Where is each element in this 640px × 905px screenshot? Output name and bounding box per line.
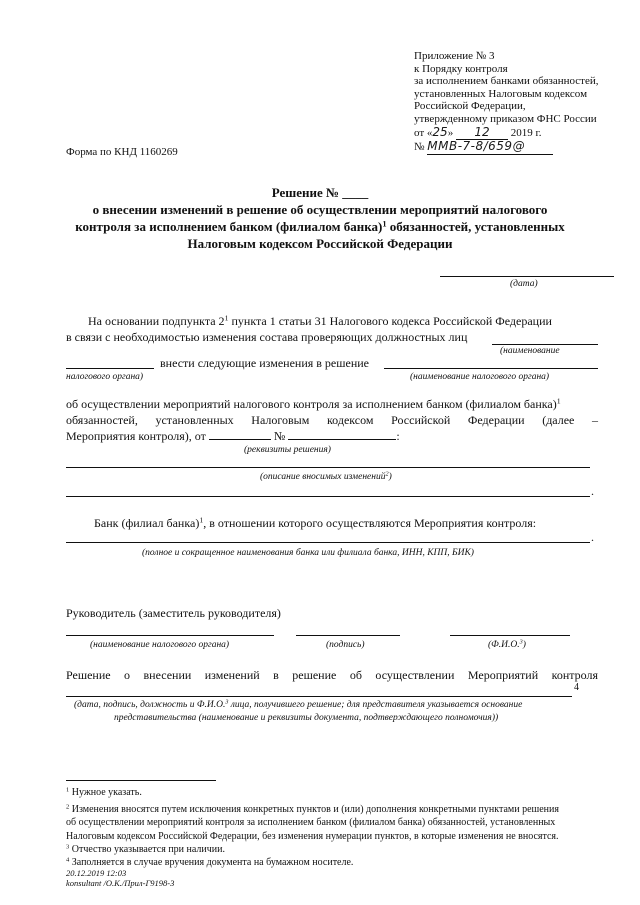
- footnote-continuation: об осуществлении мероприятий контроля за исполнением банком (филиалом банка) обязанностей, установленных: [66, 817, 556, 829]
- signature-line-name: [450, 635, 570, 636]
- title-line: о внесении изменений в решение об осуществлении мероприятий налогового: [92, 202, 548, 217]
- blank-line: [384, 368, 598, 369]
- para1-line2: в связи с необходимостью изменения состава проверяющих должностных лиц: [66, 330, 468, 344]
- bank-line: Банк (филиал банка)$^1$, в отношении которого осуществляются Мероприятия контроля:: [94, 515, 537, 530]
- changes-caption: (описание вносимых изменений$^2$): [260, 471, 392, 482]
- date-line: [440, 276, 614, 277]
- para1-line3: внести следующие изменения в решение: [160, 356, 369, 370]
- handwritten-month: 12: [474, 124, 490, 139]
- footnote: $^3$ Отчество указывается при наличии.: [66, 843, 225, 855]
- received-caption-2: представительства (наименование и реквизиты документа, подтверждающего полномочия)): [114, 713, 499, 723]
- footnote: $^1$ Нужное указать.: [66, 786, 142, 798]
- appendix-line: установленных Налоговым кодексом: [414, 87, 588, 100]
- date-caption: (дата): [510, 279, 538, 289]
- received-sup: 4: [574, 682, 579, 693]
- title-line: Налоговым кодексом Российской Федерации: [187, 236, 453, 251]
- para1-line1: На основании подпункта $2^1$ пункта 1 статьи 31 Налогового кодекса Российской Федерации: [88, 313, 552, 328]
- appendix-line: утвержденному приказом ФНС России: [414, 112, 597, 125]
- para2-line2: обязанностей, установленных Налоговым кодексом Российской Федерации (далее –: [66, 413, 598, 427]
- footnotes: [66, 786, 559, 869]
- appendix-line: Российской Федерации,: [414, 100, 526, 113]
- appendix-line: к Порядку контроля: [414, 62, 508, 75]
- handwritten-day: 25: [432, 124, 448, 139]
- para2-line1: об осуществлении мероприятий налогового контроля за исполнением банком (филиалом банка)$^1$: [66, 396, 561, 411]
- signature-head: Руководитель (заместитель руководителя): [66, 606, 281, 620]
- footnote-continuation: Налоговым кодексом Российской Федерации, без изменения нумерации пунктов, в которые изменения не вносятся.: [66, 830, 559, 842]
- bank-line-blank: [66, 542, 590, 543]
- signature-line-organ: [66, 635, 274, 636]
- period: .: [591, 484, 594, 498]
- blank-line: [66, 368, 154, 369]
- caption-naim: (наименование: [500, 346, 560, 356]
- caption-organ: (наименование налогового органа): [90, 640, 230, 650]
- appendix-line: Приложение № 3: [414, 50, 495, 62]
- title-line: Решение № ____: [271, 185, 369, 200]
- appendix-date: от «25» 12 2019 г.: [414, 124, 542, 139]
- caption-requisites: (реквизиты решения): [244, 445, 331, 455]
- bank-caption: (полное и сокращенное наименования банка или филиала банка, ИНН, КПП, БИК): [142, 548, 474, 558]
- footnote: $^4$ Заполняется в случае вручения документа на бумажном носителе.: [66, 856, 354, 869]
- changes-line: [66, 467, 590, 468]
- document-title: [60, 184, 580, 252]
- caption-sign: (подпись): [326, 640, 365, 650]
- period: .: [591, 530, 594, 544]
- handwritten-number: ММВ-7-8/659@: [427, 139, 526, 154]
- appendix-line: за исполнением банками обязанностей,: [414, 75, 599, 88]
- blank-line: [492, 344, 598, 345]
- appendix-block: [414, 50, 599, 155]
- footnote: $^2$ Изменения вносятся путем исключения конкретных пунктов и (или) дополнения конкретными пунктами решения: [66, 803, 559, 816]
- form-code: Форма по КНД 1160269: [66, 146, 178, 158]
- signature-line-sign: [296, 635, 400, 636]
- received-blank: [66, 696, 572, 697]
- caption-organ-right: (наименование налогового органа): [410, 372, 550, 382]
- appendix-number: № ММВ-7-8/659@: [414, 140, 599, 155]
- received-caption-1: (дата, подпись, должность и Ф.И.О.$^3$ лица, получившего решение; для представителя указывается основание: [74, 699, 523, 710]
- received-line: Решение о внесении изменений в решение об осуществлении Мероприятий контроля: [66, 668, 598, 682]
- caption-organ-left: налогового органа): [66, 372, 144, 382]
- changes-line: [66, 496, 590, 497]
- consultant-stamp: 20.12.2019 12:03 konsultant /О.К./Прил-Г9198-3: [66, 868, 175, 888]
- caption-fio: (Ф.И.О.$^3$): [488, 639, 526, 650]
- footnote-separator: [66, 780, 216, 781]
- title-line: контроля за исполнением банком (филиалом банка)$^1$ обязанностей, установленных: [75, 218, 565, 234]
- para2-line3: Мероприятия контроля), от № :: [66, 429, 400, 443]
